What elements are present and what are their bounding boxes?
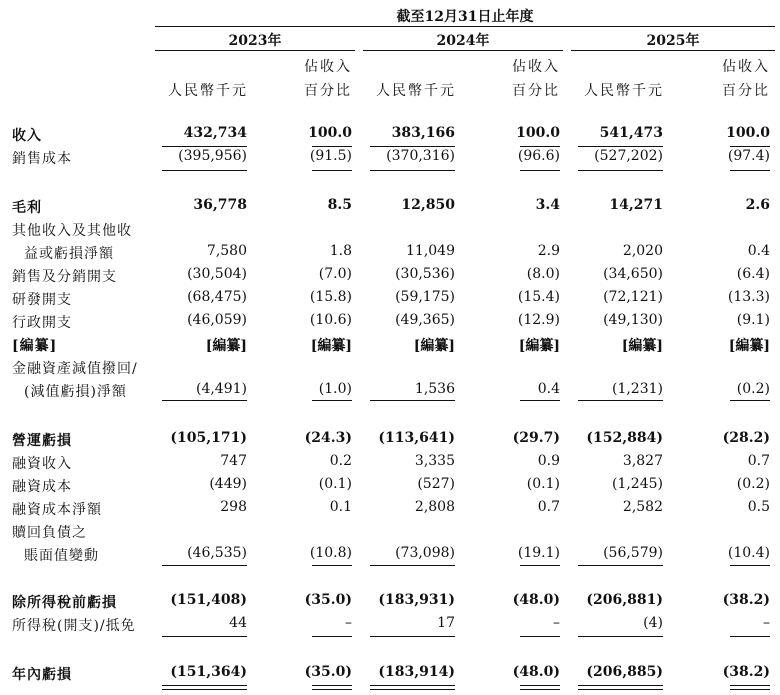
row-label: 行政開支 [12,315,72,331]
subtotal-rule [370,565,455,566]
row-value: 383,166 [391,125,455,141]
row-value: 100.0 [726,125,770,141]
row-value: 3,827 [622,453,663,469]
row-value: (152,884) [586,430,663,446]
row-value: (449) [209,476,247,492]
unit-pct-2025-l1: 佔收入 [722,59,770,75]
row-value: (1.0) [318,381,352,397]
row-label: 金融資產減值撥回/ [12,361,138,377]
year-rule-2024 [363,50,563,51]
row-value: (28.2) [722,430,770,446]
row-value: – [345,615,352,631]
row-label: 年內虧損 [12,667,72,683]
row-label: 益或虧損淨額 [24,246,114,262]
unit-pct-2024-l1: 佔收入 [512,59,560,75]
subtotal-rule [730,146,770,147]
subtotal-rule [162,636,247,637]
row-value: 36,778 [193,197,247,213]
year-rule-2023 [155,50,355,51]
row-value: (0.1) [318,476,352,492]
subtotal-rule [312,636,352,637]
row-value: (10.4) [727,545,770,561]
unit-pct-2023-l2: 百分比 [304,83,352,99]
row-label: 賬面值變動 [24,548,99,564]
row-value: (0.2) [736,381,770,397]
row-value: (46,059) [187,312,247,328]
year-2023-heading: 2023年 [228,33,282,49]
subtotal-rule [578,146,663,147]
subtotal-rule [578,170,663,171]
double-underline [520,685,560,686]
subtotal-rule [520,565,560,566]
subtotal-rule [312,565,352,566]
subtotal-rule [520,146,560,147]
subtotal-rule [520,400,560,401]
row-value: [編纂] [310,338,352,354]
row-value: (7.0) [318,266,352,282]
row-value: 14,271 [609,197,663,213]
row-label: 銷售及分銷開支 [12,269,117,285]
row-value: 0.7 [537,499,560,515]
row-value: 2.6 [745,197,770,213]
row-value: (6.4) [736,266,770,282]
row-value: (0.2) [736,476,770,492]
subtotal-rule [730,400,770,401]
row-value: (4,491) [195,381,247,397]
unit-pct-2025-l2: 百分比 [722,83,770,99]
row-value: (151,408) [170,592,247,608]
unit-amount-2025: 人民幣千元 [584,83,664,99]
subtotal-rule [162,170,247,171]
row-value: 0.9 [537,453,560,469]
row-value: (48.0) [512,592,560,608]
row-value: (30,536) [395,266,455,282]
row-value: 298 [220,499,247,515]
row-value: (73,098) [395,545,455,561]
row-value: 541,473 [599,125,663,141]
double-underline [162,689,247,690]
double-underline [370,689,455,690]
row-value: (46,535) [187,545,247,561]
subtotal-rule [370,170,455,171]
row-value: – [763,615,770,631]
subtotal-rule [162,565,247,566]
row-label: 研發開支 [12,292,72,308]
row-value: (183,931) [378,592,455,608]
row-value: [編纂] [518,338,560,354]
row-label: 贖回負債之 [12,525,87,541]
year-2025-heading: 2025年 [646,33,700,49]
row-value: 0.5 [747,499,770,515]
row-value: (4) [643,615,663,631]
unit-pct-2024-l2: 百分比 [512,83,560,99]
row-value: (527) [417,476,455,492]
row-value: (15.8) [309,289,352,305]
row-value: (56,579) [603,545,663,561]
row-value: (59,175) [395,289,455,305]
row-value: (395,956) [178,148,247,164]
row-value: (527,202) [594,148,663,164]
row-value: (38.2) [722,664,770,680]
row-value: (15.4) [517,289,560,305]
row-value: (34,650) [603,266,663,282]
subtotal-rule [312,170,352,171]
row-value: (24.3) [304,430,352,446]
row-value: (38.2) [722,592,770,608]
subtotal-rule [578,400,663,401]
row-label: 融資成本淨額 [12,502,102,518]
subtotal-rule [162,400,247,401]
row-value: (105,171) [170,430,247,446]
unit-amount-2023: 人民幣千元 [168,83,248,99]
subtotal-rule [312,146,352,147]
row-label: 融資成本 [12,479,72,495]
row-value: (10.6) [309,312,352,328]
row-value: (12.9) [517,312,560,328]
row-value: 0.4 [537,381,560,397]
row-label: 所得稅(開支)/抵免 [12,618,136,634]
row-value: (1,231) [611,381,663,397]
row-value: (10.8) [309,545,352,561]
subtotal-rule [730,170,770,171]
row-value: (72,121) [603,289,663,305]
row-value: (0.1) [526,476,560,492]
row-value: 1.8 [329,243,352,259]
row-value: 0.2 [329,453,352,469]
row-value: (19.1) [517,545,560,561]
row-value: (91.5) [309,148,352,164]
row-value: 2.9 [537,243,560,259]
double-underline [520,689,560,690]
row-label: 營運虧損 [12,433,72,449]
row-label: 融資收入 [12,456,72,472]
row-value: 0.1 [329,499,352,515]
row-value: (35.0) [304,664,352,680]
row-value: (206,885) [586,664,663,680]
row-label: (減值虧損)淨額 [24,384,127,400]
subtotal-rule [520,636,560,637]
double-underline [578,689,663,690]
row-value: 747 [220,453,247,469]
row-value: (49,365) [395,312,455,328]
subtotal-rule [520,170,560,171]
subtotal-rule [162,146,247,147]
subtotal-rule [578,636,663,637]
row-value: 2,020 [622,243,663,259]
row-value: 11,049 [406,243,455,259]
row-label: 收入 [12,128,42,144]
row-value: 2,808 [414,499,455,515]
row-value: (96.6) [517,148,560,164]
row-value: 100.0 [308,125,352,141]
row-label: 除所得稅前虧損 [12,595,117,611]
row-value: (206,881) [586,592,663,608]
row-value: 8.5 [327,197,352,213]
double-underline [578,685,663,686]
row-value: (151,364) [170,664,247,680]
row-value: 100.0 [516,125,560,141]
row-value: [編纂] [413,338,455,354]
row-value: 1,536 [414,381,455,397]
row-value: (68,475) [187,289,247,305]
unit-pct-2023-l1: 佔收入 [304,59,352,75]
row-value: (30,504) [187,266,247,282]
double-underline [162,685,247,686]
double-underline [730,689,770,690]
row-value: [編纂] [621,338,663,354]
subtotal-rule [370,400,455,401]
row-value: (9.1) [736,312,770,328]
subtotal-rule [312,400,352,401]
row-value: (8.0) [526,266,560,282]
row-value: 432,734 [183,125,247,141]
year-rule-2025 [571,50,775,51]
double-underline [312,685,352,686]
subtotal-rule [370,636,455,637]
row-value: (183,914) [378,664,455,680]
row-value: 2,582 [622,499,663,515]
row-value: 44 [229,615,247,631]
row-value: – [553,615,560,631]
year-2024-heading: 2024年 [436,33,490,49]
period-heading: 截至12月31日止年度 [396,9,534,25]
subtotal-rule [370,146,455,147]
row-value: (97.4) [727,148,770,164]
row-value: (49,130) [603,312,663,328]
row-value: 7,580 [206,243,247,259]
row-value: (113,641) [378,430,455,446]
row-value: 0.7 [747,453,770,469]
row-label: 其他收入及其他收 [12,223,132,239]
row-value: (35.0) [304,592,352,608]
subtotal-rule [730,636,770,637]
row-value: 0.4 [747,243,770,259]
double-underline [370,685,455,686]
double-underline [312,689,352,690]
row-label: 銷售成本 [12,151,72,167]
row-value: 17 [437,615,455,631]
row-value: [編纂] [205,338,247,354]
row-value: (29.7) [512,430,560,446]
row-value: (13.3) [727,289,770,305]
row-label: [編纂] [12,338,58,354]
row-value: 3,335 [414,453,455,469]
header-rule [155,26,775,27]
subtotal-rule [578,565,663,566]
subtotal-rule [730,565,770,566]
row-value: (48.0) [512,664,560,680]
row-value: 3.4 [535,197,560,213]
row-value: [編纂] [728,338,770,354]
row-value: (370,316) [386,148,455,164]
row-label: 毛利 [12,200,42,216]
row-value: 12,850 [401,197,455,213]
double-underline [730,685,770,686]
unit-amount-2024: 人民幣千元 [376,83,456,99]
row-value: (1,245) [611,476,663,492]
